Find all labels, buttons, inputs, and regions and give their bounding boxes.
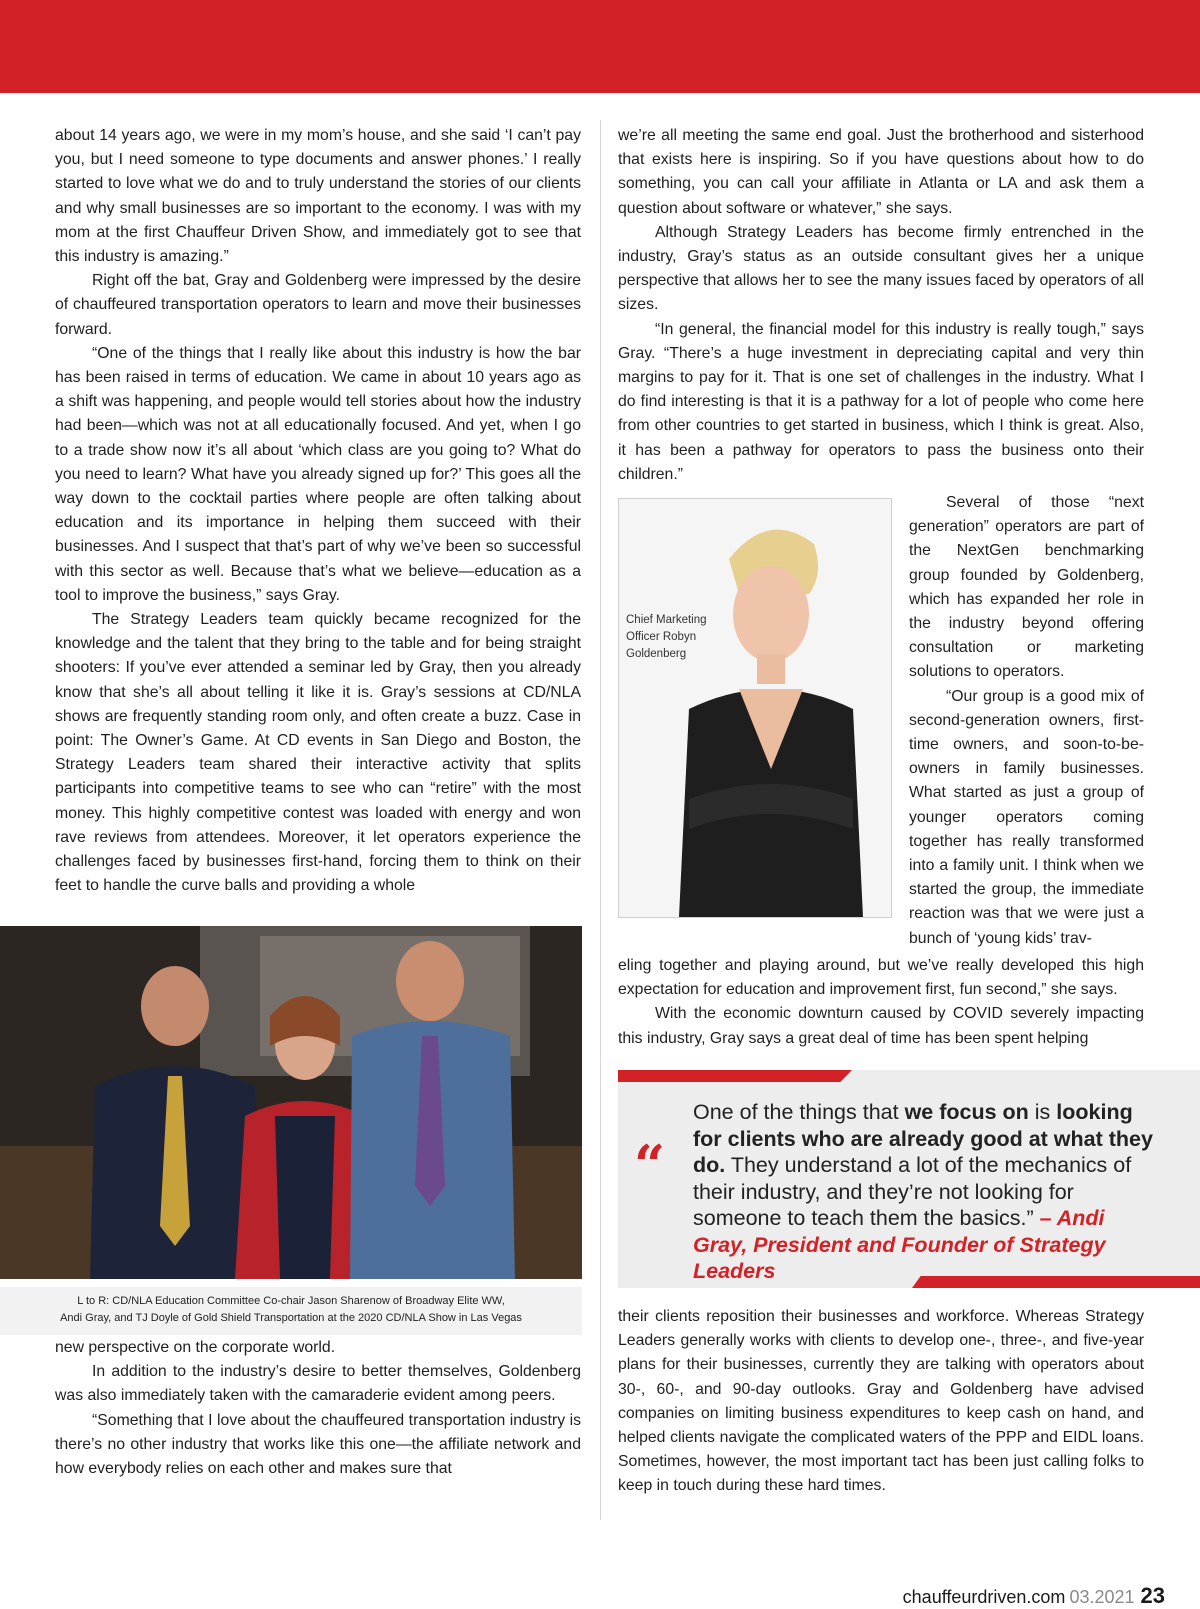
column-1-bottom-text bbox=[55, 1336, 581, 1481]
column-2-mid-text bbox=[618, 954, 1144, 1051]
paragraph: “Something that I love about the chauffeured transportation industry is there’s no other industry that works like this one—the affiliate network and how everybody relies on each other and makes sure that bbox=[55, 1411, 581, 1478]
paragraph: “In general, the financial model for this industry is really tough,” says Gray. “There’s a huge investment in depreciating capital and very thin margins to pay for it. That is one set of challenges in the industry. What I do find interesting is that it is a pathway for a lot of people who come here from other countries to get started in business, which I think is great. Also, it has been a pathway for operators to pass the business onto their children.” bbox=[618, 320, 1144, 483]
portrait-photo bbox=[618, 498, 892, 918]
column-2-wrapped-text bbox=[909, 491, 1144, 951]
footer-date: 03.2021 bbox=[1069, 1587, 1135, 1607]
group-photo bbox=[0, 926, 582, 1279]
paragraph: The Strategy Leaders team quickly became recognized for the knowledge and the talent that they bring to the table and for being straight shooters: If you’ve ever attended a seminar led by Gray, then you already know that she’s all about telling it like it is. Gray’s sessions at CD/NLA shows are frequently standing room only, and often create a buzz. Case in point: The Owner’s Game. At CD events in San Diego and Boston, the Strategy Leaders team shared their interactive activity that splits participants into competitive teams to see who can “retire” with the most money. This highly competitive contest was loaded with energy and won rave reviews from attendees. Moreover, it let operators experience the challenges faced by businesses first-hand, forcing them to think on their feet to handle the curve balls and providing a whole bbox=[55, 611, 581, 895]
caption-line: Andi Gray, and TJ Doyle of Gold Shield Transportation at the 2020 CD/NLA Show in Las Vegas bbox=[60, 1312, 522, 1324]
quote-segment: They understand a lot of the mechanics of their industry, and they’re not looking for someone to teach them the basics.” bbox=[693, 1153, 1132, 1230]
photo-caption bbox=[0, 1287, 582, 1335]
paragraph: “One of the things that I really like about this industry is how the bar has been raised in terms of education. We came in about 10 years ago as a shift was happening, and people would tell stories about how the industry had been—which was not at all educationally focused. And yet, when I go to a trade show now it’s all about ‘which class are you going to? What do you need to learn? What have you already signed up for?’ This goes all the way down to the cocktail parties where people are often talking about education and its importance in helping them succeed with their businesses. And I suspect that that’s part of why we’ve been so successful with this sector as well. Because that’s what we believe—education as a tool to improve the business,” says Gray. bbox=[55, 344, 581, 604]
column-2-bottom-text bbox=[618, 1305, 1144, 1499]
column-2-top-text bbox=[618, 124, 1144, 487]
quote-segment: is bbox=[1028, 1100, 1057, 1124]
footer-site: chauffeurdriven.com bbox=[902, 1587, 1066, 1607]
paragraph: about 14 years ago, we were in my mom’s house, and she said ‘I can’t pay you, but I need someone to type documents and answer phones.’ I really started to love what we do and to truly understand the stories of our clients and why small businesses are so important to the economy. I was with my mom at the first Chauffeur Driven Show, and immediately got to see that this industry is amazing.” bbox=[55, 127, 581, 266]
paragraph: Several of those “next generation” operators are part of the NextGen benchmarking group founded by Goldenberg, which has expanded her role in the industry beyond offering consultation or marketing solutions to operators. bbox=[909, 494, 1144, 681]
quote-segment: One of the things that bbox=[693, 1100, 905, 1124]
paragraph: “Our group is a good mix of second-generation owners, first-time owners, and soon-to-be-owners in family businesses. What started as just a group of younger operators coming together has really transformed into a family unit. I think when we started the group, the immediate reaction was that we were just a bunch of ‘young kids’ trav- bbox=[909, 687, 1144, 947]
column-1-top-text bbox=[55, 124, 581, 899]
column-divider bbox=[600, 120, 601, 1520]
paragraph: Although Strategy Leaders has become firmly entrenched in the industry, Gray’s status as an outside consultant gives her a unique perspective that allows her to see the many issues faced by operators of all sizes. bbox=[618, 223, 1144, 314]
pull-quote-text bbox=[693, 1099, 1163, 1285]
header-red-bar bbox=[0, 0, 1200, 93]
quote-mark-icon: “ bbox=[634, 1133, 666, 1197]
paragraph: Right off the bat, Gray and Goldenberg were impressed by the desire of chauffeured transportation operators to learn and move their businesses forward. bbox=[55, 272, 581, 338]
pull-quote-accent-top bbox=[618, 1070, 852, 1082]
paragraph: eling together and playing around, but we’ve really developed this high expectation for education and improvement first, fun second,” she says. bbox=[618, 957, 1144, 999]
paragraph: new perspective on the corporate world. bbox=[55, 1339, 336, 1356]
paragraph: we’re all meeting the same end goal. Just the brotherhood and sisterhood that exists here is inspiring. So if you have questions about how to do something, you can call your affiliate in Atlanta or LA and ask them a question about software or whatever,” she says. bbox=[618, 127, 1144, 217]
page-footer bbox=[903, 1583, 1165, 1609]
quote-emphasis: looking for clients who are already good at what they do. bbox=[693, 1100, 1153, 1177]
caption-line: L to R: CD/NLA Education Committee Co-chair Jason Sharenow of Broadway Elite WW, bbox=[77, 1295, 505, 1307]
paragraph: With the economic downturn caused by COVID severely impacting this industry, Gray says a great deal of time has been spent helping bbox=[618, 1005, 1144, 1047]
quote-emphasis: we focus on bbox=[904, 1100, 1029, 1124]
page-number: 23 bbox=[1140, 1583, 1165, 1608]
portrait-caption: Chief Marketing Officer Robyn Goldenberg bbox=[626, 614, 707, 660]
paragraph: their clients reposition their businesses and workforce. Whereas Strategy Leaders generally works with clients to develop one-, three-, and five-year plans for their businesses, currently they are talking with operators about 30-, 60-, and 90-day outlooks. Gray and Goldenberg have advised companies on limiting business expenditures to keep cash on hand, and helped clients navigate the complicated waters of the PPP and EIDL loans. Sometimes, however, the most important tact has been just calling folks to keep in touch during these hard times. bbox=[618, 1308, 1144, 1495]
paragraph: In addition to the industry’s desire to better themselves, Goldenberg was also immediately taken with the camaraderie evident among peers. bbox=[55, 1363, 581, 1405]
quote-attribution: – Andi Gray, President and Founder of Strategy Leaders bbox=[693, 1206, 1106, 1283]
